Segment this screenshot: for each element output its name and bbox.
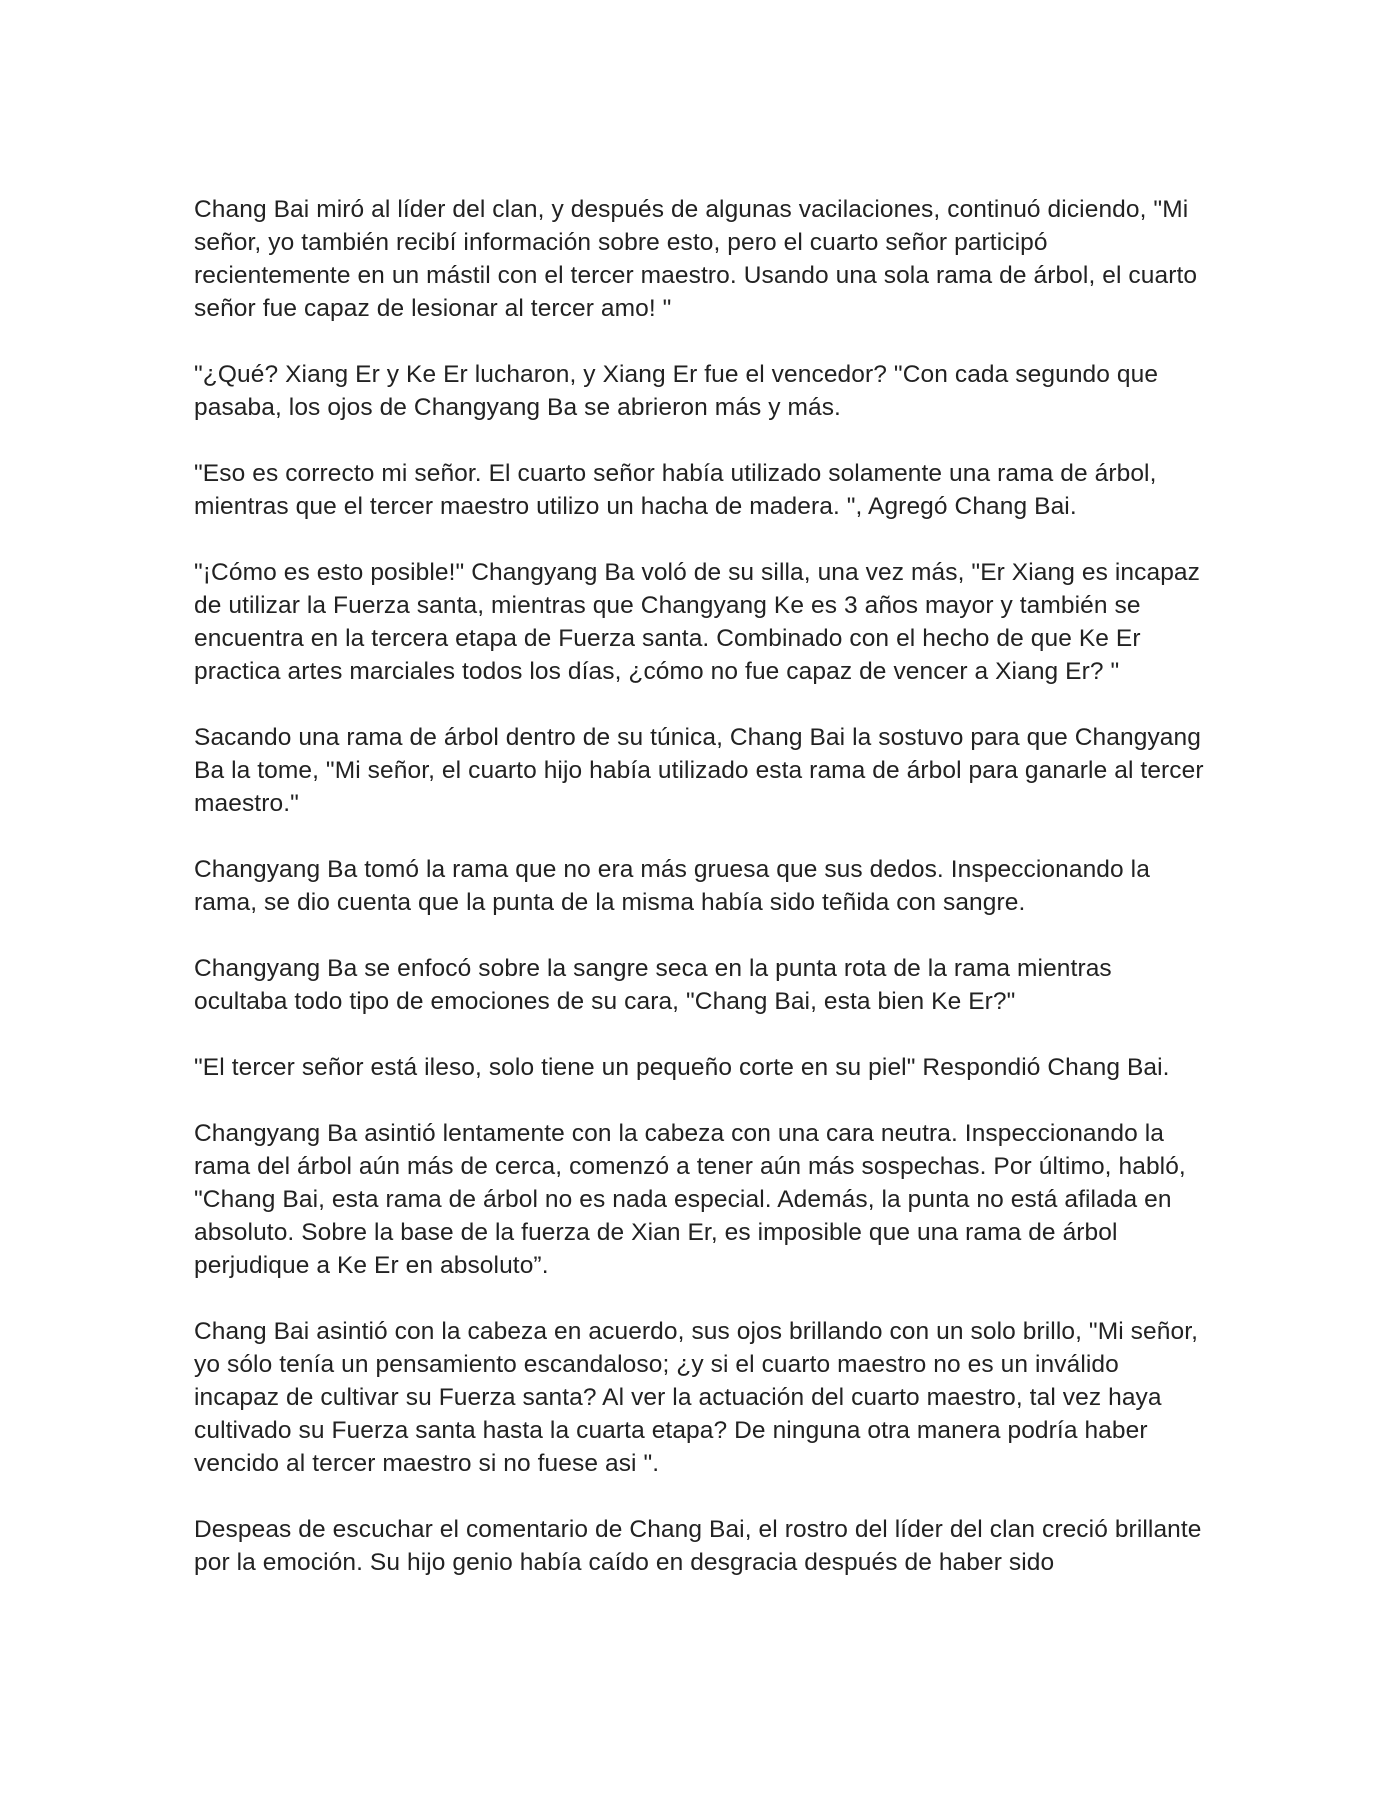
paragraph: "Eso es correcto mi señor. El cuarto señor había utilizado solamente una rama de árbol, mientras que el tercer maestro utilizo un hacha de madera. ", Agregó Chang Bai.	[194, 460, 1157, 520]
paragraph: "El tercer señor está ileso, solo tiene un pequeño corte en su piel" Respondió Chang Bai.	[194, 1054, 1170, 1081]
paragraph: Chang Bai miró al líder del clan, y después de algunas vacilaciones, continuó diciendo, "Mi señor, yo también recibí información sobre esto, pero el cuarto señor participó recientemente en un mástil con el tercer maestro. Usando una sola rama de árbol, el cuarto señor fue capaz de lesionar al tercer amo! "	[194, 196, 1198, 322]
paragraph: Sacando una rama de árbol dentro de su túnica, Chang Bai la sostuvo para que Changyang Ba la tome, "Mi señor, el cuarto hijo había utilizado esta rama de árbol para ganarle al tercer maestro."	[194, 724, 1204, 817]
document-body	[194, 193, 1210, 1579]
paragraph: Changyang Ba se enfocó sobre la sangre seca en la punta rota de la rama mientras ocultaba todo tipo de emociones de su cara, "Chang Bai, esta bien Ke Er?"	[194, 955, 1112, 1015]
paragraph: Despeas de escuchar el comentario de Chang Bai, el rostro del líder del clan creció brillante por la emoción. Su hijo genio había caído en desgracia después de haber sido	[194, 1516, 1202, 1576]
paragraph: "¿Qué? Xiang Er y Ke Er lucharon, y Xiang Er fue el vencedor? "Con cada segundo que pasaba, los ojos de Changyang Ba se abrieron más y más.	[194, 361, 1159, 421]
paragraph: "¡Cómo es esto posible!" Changyang Ba voló de su silla, una vez más, "Er Xiang es incapaz de utilizar la Fuerza santa, mientras que Changyang Ke es 3 años mayor y también se encuentra en la tercera etapa de Fuerza santa. Combinado con el hecho de que Ke Er practica artes marciales todos los días, ¿cómo no fue capaz de vencer a Xiang Er? "	[194, 559, 1200, 685]
paragraph: Changyang Ba asintió lentamente con la cabeza con una cara neutra. Inspeccionando la rama del árbol aún más de cerca, comenzó a tener aún más sospechas. Por último, habló, "Chang Bai, esta rama de árbol no es nada especial. Además, la punta no está afilada en absoluto. Sobre la base de la fuerza de Xian Er, es imposible que una rama de árbol perjudique a Ke Er en absoluto”.	[194, 1120, 1186, 1279]
paragraph: Chang Bai asintió con la cabeza en acuerdo, sus ojos brillando con un solo brillo, "Mi señor, yo sólo tenía un pensamiento escandaloso; ¿y si el cuarto maestro no es un inválido incapaz de cultivar su Fuerza santa? Al ver la actuación del cuarto maestro, tal vez haya cultivado su Fuerza santa hasta la cuarta etapa? De ninguna otra manera podría haber vencido al tercer maestro si no fuese asi ".	[194, 1318, 1199, 1477]
paragraph: Changyang Ba tomó la rama que no era más gruesa que sus dedos. Inspeccionando la rama, se dio cuenta que la punta de la misma había sido teñida con sangre.	[194, 856, 1150, 916]
